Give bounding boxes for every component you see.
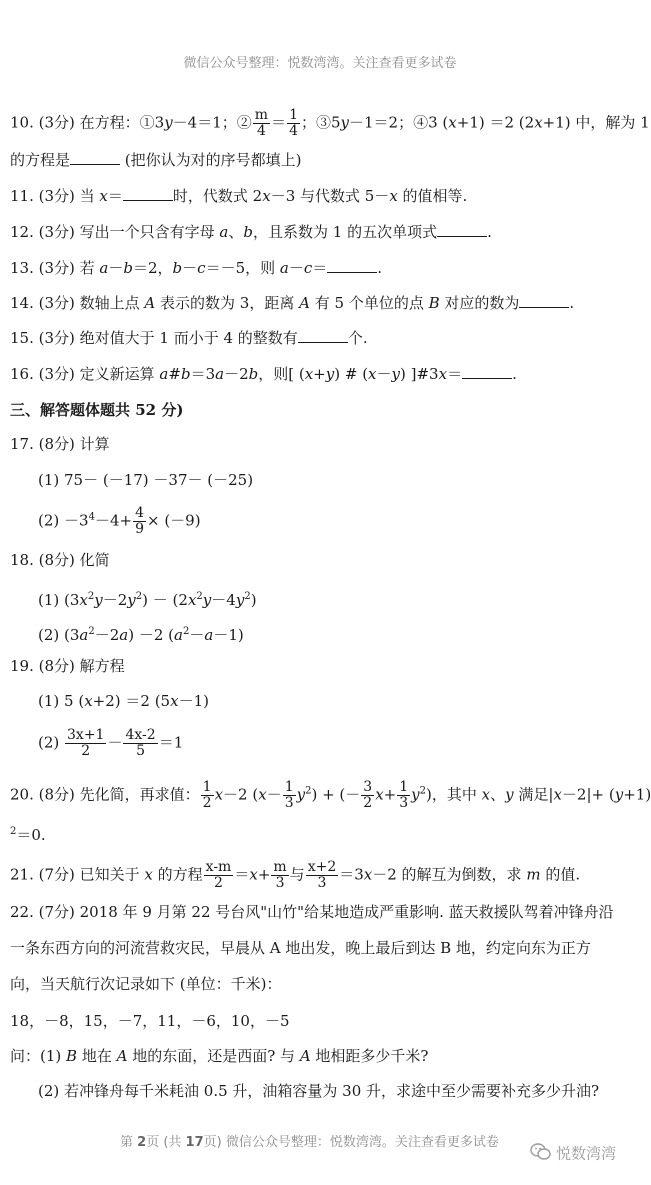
question-20: 20. (8分) 先化简，再求值： $\frac{1}{2}$ x－2 (x－ $\frac{1}{3}$ $y^2$) + (－ $\frac{3}{2}$ x+ $\frac{1}{3}$ $y^2$)，其中 x、y 满足|x－2|+ (y+1)	[10, 779, 651, 811]
question-19-1: (1) 5 (x+2) ＝2 (5x－1)	[38, 692, 209, 710]
question-14: 14. (3分) 数轴上点 A 表示的数为 3，距离 A 有 5 个单位的点 B 对应的数为 .	[10, 294, 575, 312]
question-11: 11. (3分) 当 x＝ 时，代数式 2x－3 与代数式 5－x 的值相等.	[10, 187, 468, 205]
question-19-2: (2) $\frac{3x+1}{2}$ － $\frac{4x-2}{5}$ ＝1	[38, 727, 184, 759]
wechat-icon	[530, 1142, 552, 1166]
question-15: 15. (3分) 绝对值大于 1 而小于 4 的整数有 个.	[10, 329, 368, 347]
question-18-2: (2) $(3a^2-2a) -2$ $(a^2-a-1)$	[38, 626, 244, 644]
question-20-cont: $^2$＝0.	[10, 826, 46, 844]
question-13: 13. (3分) 若 a－b＝2，b－c＝－5，则 a－c＝ .	[10, 259, 383, 277]
question-10: 10. (3分) 在方程：①3y－4＝1；② $\frac{m}{4}$ ＝ $\frac{1}{4}$ ；③5y－1＝2；④3 (x+1) ＝2 (2x+1) 中，解为 1	[10, 107, 650, 139]
logo-text: 悦数湾湾	[556, 1144, 617, 1163]
question-18: 18. (8分) 化简	[10, 551, 110, 569]
question-16: 16. (3分) 定义新运算 a#b＝3a－2b，则[ (x+y) # (x－y) ]#3x＝ .	[10, 365, 517, 383]
section-3-title: 三、解答题体题共 52 分)	[10, 401, 184, 419]
question-22-part2: (2) 若冲锋舟每千米耗油 0.5 升，油箱容量为 30 升，求途中至少需要补充多少升油?	[38, 1082, 600, 1100]
question-10-cont: 的方程是 (把你认为对的序号都填上)	[10, 151, 302, 169]
question-18-1: (1) $(3x^2y-2y^2) - (2x^2y-4y^2)$	[38, 591, 257, 609]
question-21: 21. (7分) 已知关于 x 的方程 $\frac{x-m}{2}$ ＝x+ $\frac{m}{3}$ 与 $\frac{x+2}{3}$ ＝3x－2 的解互为倒数，求 m 的值.	[10, 859, 581, 891]
question-22-part1: 问：(1) B 地在 A 地的东面，还是西面? 与 A 地相距多少千米?	[10, 1047, 429, 1065]
question-19: 19. (8分) 解方程	[10, 657, 125, 675]
page-header: 微信公众号整理：悦数湾湾。关注查看更多试卷	[183, 56, 457, 71]
question-22-line3: 向，当天航行次记录如下 (单位：千米)：	[10, 975, 282, 993]
question-22-records: 18，－8，15，－7，11，－6，10，－5	[10, 1012, 290, 1030]
question-22: 22. (7分) 2018 年 9 月第 22 号台风"山竹"给某地造成严重影响. 蓝天救援队驾着冲锋舟沿	[10, 903, 614, 921]
question-17-1: (1) 75－ (－17) －37－ (－25)	[38, 471, 254, 489]
question-12: 12. (3分) 写出一个只含有字母 a、b，且系数为 1 的五次单项式 .	[10, 223, 492, 241]
question-22-line2: 一条东西方向的河流营救灾民，早晨从 A 地出发，晚上最后到达 B 地，约定向东为正方	[10, 939, 591, 957]
page-footer: 第 2页 (共 17页) 微信公众号整理：悦数湾湾。关注查看更多试卷	[120, 1135, 499, 1150]
question-17: 17. (8分) 计算	[10, 435, 110, 453]
question-17-2: $(2) -3^4-4+$ $\frac{4}{9}$ × (－9)	[38, 505, 201, 537]
watermark-logo	[530, 1142, 640, 1176]
